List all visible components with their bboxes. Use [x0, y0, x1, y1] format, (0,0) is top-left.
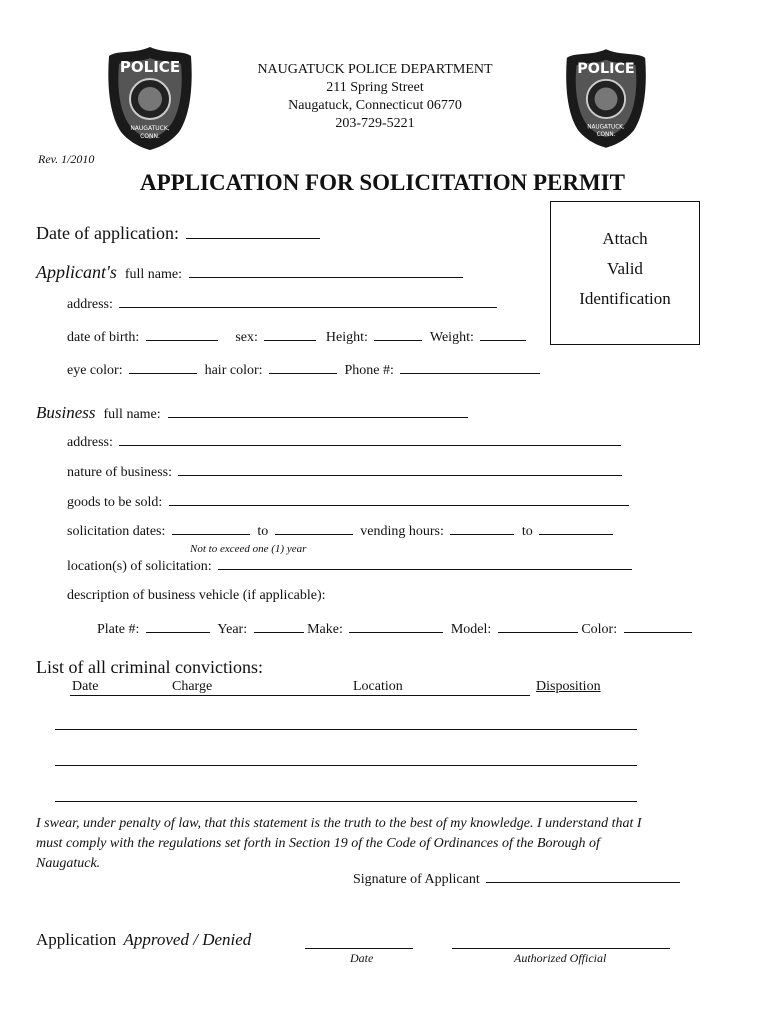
business-address-field[interactable]	[119, 444, 621, 446]
hair-color-field[interactable]	[269, 372, 337, 374]
applicant-full-name-label: full name:	[124, 267, 182, 282]
approval-date-field[interactable]	[305, 948, 413, 949]
header-block	[200, 61, 550, 133]
applicant-appearance-row	[67, 363, 540, 379]
hair-color-label: hair color:	[204, 363, 263, 378]
vending-hours-label: vending hours:	[360, 524, 444, 539]
convictions-heading: List of all criminal convictions:	[36, 657, 263, 677]
locations-row	[67, 559, 632, 575]
nature-of-business-label: nature of business:	[67, 465, 172, 480]
approval-official-label: Authorized Official	[514, 951, 607, 965]
police-badge-right	[563, 44, 649, 152]
conviction-line-1[interactable]	[55, 729, 637, 730]
col-charge: Charge	[172, 679, 213, 694]
plate-label: Plate #:	[97, 622, 140, 637]
color-field[interactable]	[624, 631, 692, 633]
page-title: APPLICATION FOR SOLICITATION PERMIT	[140, 170, 625, 195]
nature-of-business-field[interactable]	[178, 474, 622, 476]
color-label: Color:	[581, 622, 618, 637]
goods-field[interactable]	[169, 504, 629, 506]
phone-label: Phone #:	[344, 363, 394, 378]
department-street: 211 Spring Street	[326, 80, 424, 95]
locations-label: location(s) of solicitation:	[67, 559, 212, 574]
badge-city-right: NAUGATUCK,	[587, 124, 625, 131]
approval-label: Application	[36, 930, 117, 949]
badge-word-right: POLICE	[577, 61, 635, 78]
badge-state-right: CONN.	[596, 132, 616, 139]
id-box-line3: Identification	[579, 289, 671, 308]
weight-label: Weight:	[429, 330, 474, 345]
applicant-name-row	[36, 262, 463, 283]
department-name: NAUGATUCK POLICE DEPARTMENT	[257, 62, 493, 77]
eye-color-field[interactable]	[129, 372, 197, 374]
applicant-address-field[interactable]	[119, 306, 497, 308]
vending-end-field[interactable]	[539, 533, 613, 535]
make-field[interactable]	[349, 631, 443, 633]
solicitation-dates-label: solicitation dates:	[67, 524, 166, 539]
height-label: Height:	[325, 330, 368, 345]
year-field[interactable]	[254, 631, 304, 633]
eye-color-label: eye color:	[67, 363, 123, 378]
dob-field[interactable]	[146, 339, 218, 341]
model-field[interactable]	[498, 631, 578, 633]
applicant-heading: Applicant's	[36, 262, 117, 282]
signature-field[interactable]	[486, 881, 680, 883]
col-date: Date	[72, 679, 99, 694]
sex-field[interactable]	[264, 339, 316, 341]
id-box-line2: Valid	[607, 259, 643, 278]
applicant-full-name-field[interactable]	[189, 276, 463, 278]
badge-city-left: NAUGATUCK,	[130, 125, 170, 132]
id-attach-box	[550, 201, 700, 345]
business-address-label: address:	[67, 435, 113, 450]
badge-state-left: CONN.	[140, 133, 160, 140]
department-phone: 203-729-5221	[335, 116, 415, 131]
oath-line-2: must comply with the regulations set forth in Section 19 of the Code of Ordinances of the Borough of	[36, 836, 600, 851]
conviction-line-3[interactable]	[55, 801, 637, 802]
id-box-line1: Attach	[602, 229, 648, 248]
goods-row	[67, 495, 629, 511]
dates-to-label: to	[257, 524, 269, 539]
oath-text	[36, 814, 642, 874]
conviction-line-2[interactable]	[55, 765, 637, 766]
department-city: Naugatuck, Connecticut 06770	[288, 98, 462, 113]
nature-of-business-row	[67, 465, 622, 481]
goods-label: goods to be sold:	[67, 495, 163, 510]
signature-label: Signature of Applicant	[353, 872, 480, 887]
year-label: Year:	[217, 622, 248, 637]
date-of-application-row	[36, 223, 320, 244]
business-name-row	[36, 403, 468, 423]
applicant-address-label: address:	[67, 297, 113, 312]
col-disposition: Disposition	[536, 679, 601, 694]
weight-field[interactable]	[480, 339, 526, 341]
vehicle-desc-label: description of business vehicle (if applicable):	[67, 588, 326, 603]
start-date-field[interactable]	[172, 533, 250, 535]
vehicle-row	[97, 622, 692, 638]
height-field[interactable]	[374, 339, 422, 341]
model-label: Model:	[450, 622, 492, 637]
oath-line-1: I swear, under penalty of law, that this statement is the truth to the best of my knowledge. I understand that I	[36, 816, 642, 831]
hours-to-label: to	[521, 524, 533, 539]
business-heading: Business	[36, 403, 96, 422]
oath-line-3: Naugatuck.	[36, 856, 101, 871]
approval-official-field[interactable]	[452, 948, 670, 949]
applicant-address-row	[67, 297, 497, 313]
signature-row	[353, 872, 680, 888]
approval-row	[36, 930, 251, 950]
phone-field[interactable]	[400, 372, 540, 374]
date-of-application-label: Date of application:	[36, 223, 179, 243]
approval-status: Approved / Denied	[123, 930, 252, 949]
end-date-field[interactable]	[275, 533, 353, 535]
plate-field[interactable]	[146, 631, 210, 633]
dob-label: date of birth:	[67, 330, 140, 345]
applicant-physical-row	[67, 330, 526, 346]
make-label: Make:	[307, 622, 343, 637]
badge-word-left: POLICE	[119, 58, 181, 76]
locations-field[interactable]	[218, 568, 632, 570]
solicitation-dates-row	[67, 524, 613, 540]
police-badge-left	[105, 44, 195, 152]
date-of-application-field[interactable]	[186, 237, 320, 239]
sex-label: sex:	[235, 330, 258, 345]
approval-date-label: Date	[350, 951, 374, 965]
col-location: Location	[353, 679, 403, 694]
dates-note: Not to exceed one (1) year	[190, 543, 307, 555]
convictions-header-rule	[70, 695, 530, 696]
revision-label: Rev. 1/2010	[38, 152, 95, 166]
business-full-name-field[interactable]	[168, 416, 468, 418]
business-address-row	[67, 435, 621, 451]
business-full-name-label: full name:	[103, 407, 161, 422]
vending-start-field[interactable]	[450, 533, 514, 535]
